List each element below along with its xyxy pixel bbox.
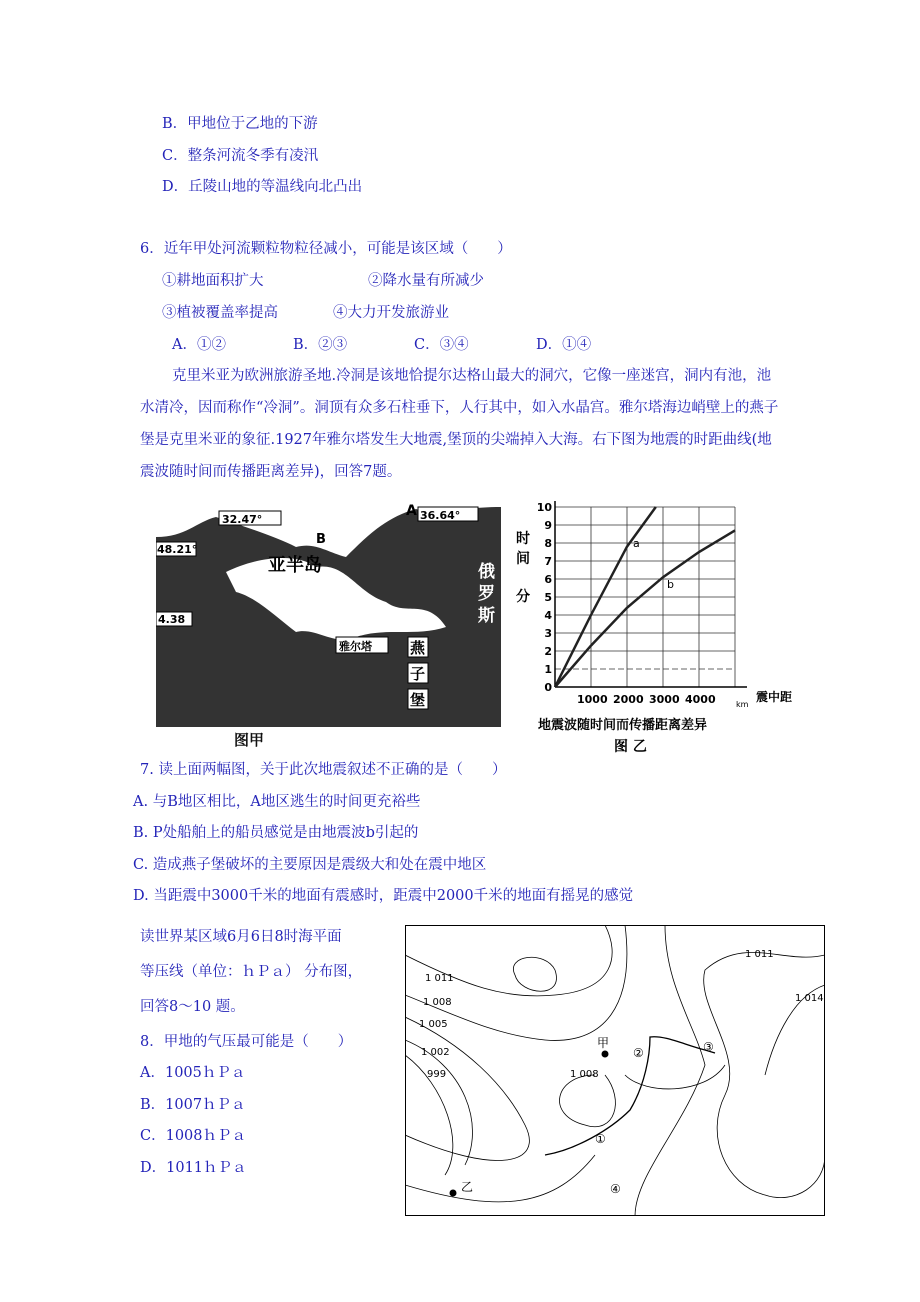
point-jia: 甲 xyxy=(597,1036,610,1050)
x-tick-label: 1000 xyxy=(577,693,608,706)
curve-label: a xyxy=(633,537,640,550)
chart-subtitle: 地震波随时间而传播距离差异 xyxy=(538,718,708,733)
map-label: 俄 xyxy=(478,562,495,582)
crimea-map xyxy=(156,497,501,727)
isobar-label: 999 xyxy=(427,1069,447,1080)
x-axis-label: 震中距 xyxy=(756,690,793,704)
q8-option-c: C．1008ｈＰａ xyxy=(140,1128,246,1144)
q6-option-b: B．②③ xyxy=(293,337,348,353)
q5-option-b: B．甲地位于乙地的下游 xyxy=(162,116,318,132)
isobar-label: 1 008 xyxy=(423,997,452,1008)
figure-caption: 图甲 xyxy=(234,731,265,749)
intro-8-10: 等压线（单位：ｈＰａ） 分布图， xyxy=(140,964,363,980)
y-tick-label: 10 xyxy=(536,501,552,514)
point-3: ③ xyxy=(703,1040,714,1054)
q7-option-d: D. 当距震中3000千米的地面有震感时，距震中2000千米的地面有摇晃的感觉 xyxy=(133,888,634,904)
q5-option-d: D．丘陵山地的等温线向北凸出 xyxy=(162,179,363,195)
map-label: 燕 xyxy=(410,639,426,657)
map-label: 子 xyxy=(410,665,426,683)
map-label: 48.21° xyxy=(157,543,198,556)
x-tick-label: 3000 xyxy=(649,693,680,706)
y-tick-label: 8 xyxy=(544,537,552,550)
q7-option-b: B. P处船舶上的船员感觉是由地震波b引起的 xyxy=(133,825,419,841)
y-tick-label: 0 xyxy=(544,681,552,694)
y-tick-label: 2 xyxy=(544,645,552,658)
q8-option-a: A．1005ｈＰａ xyxy=(140,1065,246,1081)
map-label: 36.64° xyxy=(420,509,461,522)
passage: 克里米亚为欧洲旅游圣地.冷洞是该地恰提尔达格山最大的洞穴，它像一座迷宫，洞内有池，池水清冷，因而称作“冷洞”。洞顶有众多石柱垂下，人行其中，如入水晶宫。雅尔塔海边峭壁上的燕子堡是克里米亚的象征.1927年雅尔塔发生大地震,堡顶的尖端掉入大海。右下图为地震的时距曲线(地震波随时间而传播距离差异)，回答7题。 xyxy=(140,368,779,480)
map-label: 雅尔塔 xyxy=(339,640,372,653)
y-tick-label: 9 xyxy=(544,519,552,532)
point-1: ① xyxy=(595,1132,606,1146)
q5-option-c: C．整条河流冬季有凌汛 xyxy=(162,148,319,164)
isobar-label: 1 011 xyxy=(745,949,774,960)
x-tick-label: 2000 xyxy=(613,693,644,706)
point-yi: 乙 xyxy=(461,1180,474,1194)
isobar-label: 1 011 xyxy=(425,973,454,984)
q8-option-b: B．1007ｈＰａ xyxy=(140,1097,246,1113)
q6-item: ④大力开发旅游业 xyxy=(333,305,449,321)
map-label: 堡 xyxy=(410,691,426,709)
figure-caption: 图 乙 xyxy=(614,739,647,755)
x-axis-unit: km xyxy=(736,700,749,709)
y-tick-label: 5 xyxy=(544,591,552,604)
q7-stem: 7. 读上面两幅图，关于此次地震叙述不正确的是（ ） xyxy=(140,762,507,778)
y-tick-label: 1 xyxy=(544,663,552,676)
isobar-label: 1 002 xyxy=(421,1047,450,1058)
x-tick-label: 4000 xyxy=(685,693,716,706)
q6-option-a: A．①② xyxy=(172,337,226,353)
q6-option-d: D．①④ xyxy=(536,337,592,353)
isobar-label: 1 005 xyxy=(419,1019,448,1030)
q8-stem: 8．甲地的气压最可能是（ ） xyxy=(140,1034,353,1050)
intro-8-10: 读世界某区域6月6日8时海平面 xyxy=(140,929,342,945)
map-label: 罗 xyxy=(478,584,495,604)
map-label: 32.47° xyxy=(222,513,263,526)
q6-option-c: C．③④ xyxy=(414,337,469,353)
map-label: 斯 xyxy=(478,606,495,626)
y-tick-label: 6 xyxy=(544,573,552,586)
time-distance-chart xyxy=(510,497,810,759)
y-tick-label: 4 xyxy=(544,609,552,622)
point-4: ④ xyxy=(610,1182,621,1196)
map-label-b: B xyxy=(316,532,326,547)
isobar-label: 1 008 xyxy=(570,1069,599,1080)
q8-option-d: D．1011ｈＰａ xyxy=(140,1160,247,1176)
q6-stem: 6．近年甲处河流颗粒物粒径减小，可能是该区域（ ） xyxy=(140,241,512,257)
q6-item: ①耕地面积扩大 xyxy=(162,273,264,289)
y-axis-label: 分 xyxy=(516,589,530,605)
q7-option-a: A. 与B地区相比，A地区逃生的时间更充裕些 xyxy=(133,794,421,810)
q7-option-c: C. 造成燕子堡破坏的主要原因是震级大和处在震中地区 xyxy=(133,857,487,873)
point-2: ② xyxy=(633,1046,644,1060)
intro-8-10: 回答8～10 题。 xyxy=(140,999,245,1015)
map-label: 亚半岛 xyxy=(268,555,322,576)
isobar-map xyxy=(405,925,825,1216)
isobar-label: 1 014 xyxy=(795,993,824,1004)
map-label: 4.38 xyxy=(158,613,186,626)
curve-b xyxy=(555,530,735,687)
q6-item: ②降水量有所减少 xyxy=(368,273,484,289)
q6-item: ③植被覆盖率提高 xyxy=(162,305,278,321)
y-tick-label: 7 xyxy=(544,555,552,568)
y-axis-label: 间 xyxy=(516,551,530,567)
y-tick-label: 3 xyxy=(544,627,552,640)
y-axis-label: 时 xyxy=(516,531,530,547)
curve-label: b xyxy=(667,578,674,591)
map-label-a: A xyxy=(406,503,417,519)
